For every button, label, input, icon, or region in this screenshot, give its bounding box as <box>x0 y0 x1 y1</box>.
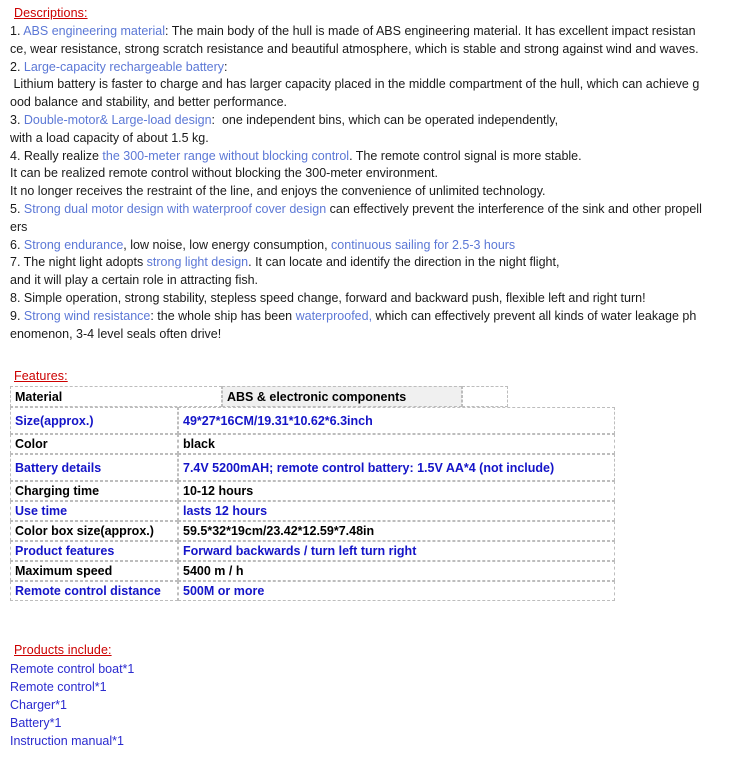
table-row <box>10 481 742 501</box>
highlighted-phrase: waterproofed, <box>295 308 373 323</box>
highlighted-phrase: Double-motor& Large-load design <box>23 112 212 127</box>
descriptions-heading: Descriptions: <box>14 6 88 20</box>
table-cell-value: 5400 m / h <box>178 561 615 581</box>
table-cell-value: 500M or more <box>178 581 615 601</box>
table-cell-label: Size(approx.) <box>10 407 178 434</box>
table-row <box>10 581 742 601</box>
description-line <box>10 148 742 166</box>
description-line <box>10 112 742 130</box>
table-cell-label: Material <box>10 386 222 407</box>
description-text: ce, wear resistance, strong scratch resistance and beautiful atmosphere, which is stable and strong against wind and waves. <box>10 41 699 56</box>
description-text: which can effectively prevent all kinds of water leakage ph <box>372 308 697 323</box>
description-line <box>10 23 742 41</box>
table-cell-label: Product features <box>10 541 178 561</box>
description-text: 1. <box>10 24 24 38</box>
products-section <box>0 643 742 750</box>
description-text: 3. <box>10 112 24 127</box>
description-line <box>10 272 742 290</box>
description-text: 2. <box>10 59 24 74</box>
highlighted-phrase: Strong wind resistance <box>23 308 151 323</box>
table-row-material <box>10 386 742 407</box>
table-cell-value: 49*27*16CM/19.31*10.62*6.3inch <box>178 407 615 434</box>
description-line <box>10 94 742 112</box>
description-text: It can be realized remote control without blocking the 300-meter environment. <box>10 166 439 181</box>
table-cell-value: black <box>178 434 615 454</box>
table-row <box>10 434 742 454</box>
description-line <box>10 165 742 183</box>
description-line <box>10 254 742 272</box>
description-text: . It can locate and identify the direction in the night flight, <box>248 255 560 270</box>
list-item: Charger*1 <box>10 698 67 713</box>
description-text: 5. <box>10 201 24 216</box>
description-text: ood balance and stability, and better performance. <box>10 95 288 110</box>
table-cell-value: 59.5*32*19cm/23.42*12.59*7.48in <box>178 521 615 541</box>
list-item: Remote control boat*1 <box>10 662 135 677</box>
highlighted-phrase: Strong dual motor design with waterproof cover design <box>23 201 327 216</box>
list-item: Remote control*1 <box>10 680 107 695</box>
description-text: and it will play a certain role in attracting fish. <box>10 273 259 288</box>
description-line <box>10 183 742 201</box>
description-text: : <box>224 59 228 74</box>
description-line <box>10 41 742 59</box>
description-line <box>10 308 742 326</box>
description-text: 6. <box>10 237 24 252</box>
table-cell-label: Battery details <box>10 454 178 481</box>
highlighted-phrase: Large-capacity rechargeable battery <box>23 59 225 74</box>
description-line <box>10 290 742 308</box>
description-text: 7. The night light adopts <box>10 255 147 270</box>
description-line <box>10 237 742 255</box>
table-cell-value: 10-12 hours <box>178 481 615 501</box>
table-row <box>10 407 742 434</box>
table-row <box>10 501 742 521</box>
products-heading: Products include: <box>14 643 112 658</box>
description-text: , low noise, low energy consumption, <box>123 237 332 252</box>
table-cell-value: lasts 12 hours <box>178 501 615 521</box>
highlighted-phrase: ABS engineering material <box>23 24 165 38</box>
description-text: with a load capacity of about 1.5 kg. <box>10 130 209 145</box>
features-section <box>0 369 742 601</box>
description-text: Lithium battery is faster to charge and has larger capacity placed in the middle compartment of the hull, which can achieve g <box>10 77 700 92</box>
products-list <box>10 660 742 750</box>
description-text: enomenon, 3-4 level seals often drive! <box>10 326 222 341</box>
table-cell-value: 7.4V 5200mAH; remote control battery: 1.5V AA*4 (not include) <box>178 454 615 481</box>
description-line <box>10 76 742 94</box>
description-line <box>10 201 742 219</box>
table-cell-value: Forward backwards / turn left turn right <box>178 541 615 561</box>
table-row <box>10 521 742 541</box>
highlighted-phrase: Strong endurance <box>23 237 124 252</box>
description-line <box>10 326 742 344</box>
description-text: : The main body of the hull is made of ABS engineering material. It has excellent impact resistan <box>164 24 696 38</box>
table-row <box>10 541 742 561</box>
table-cell-label: Remote control distance <box>10 581 178 601</box>
description-line <box>10 59 742 77</box>
description-text: 8. Simple operation, strong stability, stepless speed change, forward and backward push, flexible left and right turn! <box>10 290 646 305</box>
description-text: 9. <box>10 308 24 323</box>
description-line <box>10 130 742 148</box>
descriptions-section <box>0 6 742 343</box>
description-text: : one independent bins, which can be operated independently, <box>211 112 559 127</box>
description-text: : the whole ship has been <box>150 308 296 323</box>
table-cell-empty <box>462 386 508 407</box>
table-cell-label: Color box size(approx.) <box>10 521 178 541</box>
table-cell-value: ABS & electronic components <box>222 386 462 407</box>
highlighted-phrase: the 300-meter range without blocking control <box>102 148 350 163</box>
description-line <box>10 219 742 237</box>
features-table <box>10 386 742 601</box>
description-text: It no longer receives the restraint of the line, and enjoys the convenience of unlimited technology. <box>10 184 546 199</box>
highlighted-phrase: strong light design <box>146 255 249 270</box>
table-cell-label: Use time <box>10 501 178 521</box>
description-text: 4. Really realize <box>10 148 103 163</box>
table-row <box>10 454 742 481</box>
features-heading: Features: <box>14 369 68 384</box>
description-text: . The remote control signal is more stable. <box>349 148 582 163</box>
table-cell-label: Charging time <box>10 481 178 501</box>
descriptions-body <box>10 23 742 343</box>
table-cell-label: Maximum speed <box>10 561 178 581</box>
list-item: Battery*1 <box>10 716 62 731</box>
highlighted-phrase: continuous sailing for 2.5-3 hours <box>331 237 516 252</box>
description-text: ers <box>10 219 28 234</box>
list-item: Instruction manual*1 <box>10 734 124 749</box>
description-text: can effectively prevent the interference of the sink and other propell <box>326 201 702 216</box>
table-row <box>10 561 742 581</box>
table-cell-label: Color <box>10 434 178 454</box>
